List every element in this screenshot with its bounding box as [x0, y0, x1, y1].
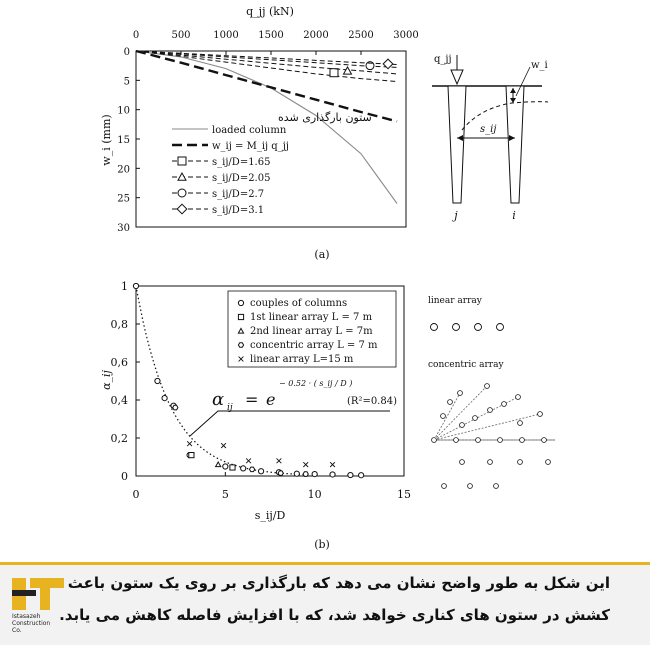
linear-array-pile — [431, 324, 438, 331]
a-panel-label: (a) — [314, 248, 330, 261]
concentric-pile — [488, 408, 493, 413]
b-data-point — [223, 464, 228, 469]
spacing-label: s_ij — [480, 124, 497, 135]
concentric-pile — [518, 421, 523, 426]
b-x-tick-label: 15 — [397, 488, 411, 501]
panel-a — [100, 5, 548, 261]
linear-array-label: linear array — [428, 296, 482, 306]
b-data-point — [241, 466, 246, 471]
b-data-point — [187, 441, 192, 446]
concentric-pile — [546, 460, 551, 465]
caption-line-1: این شکل به طور واضح نشان می دهد که بارگذاری بر روی یک ستون باعث — [67, 574, 610, 592]
concentric-pile — [488, 460, 493, 465]
caption-line-2: کشش در ستون های کناری خواهد شد، که با افزایش فاصله کاهش می یابد. — [59, 606, 610, 624]
b-data-point — [250, 467, 255, 472]
b-data-point — [348, 472, 353, 477]
concentric-pile — [520, 438, 525, 443]
a-legend-entry: s_ij/D=2.05 — [212, 173, 271, 184]
a-legend-marker — [178, 157, 186, 165]
b-legend-entry: 1st linear array L = 7 m — [250, 312, 373, 323]
linear-array-pile — [453, 324, 460, 331]
concentric-array — [432, 384, 555, 489]
a-legend-entry: w_ij = M_ij q_jj — [212, 141, 289, 152]
b-data-point — [258, 469, 263, 474]
load-arrow-head — [451, 70, 463, 84]
b-data-point — [294, 471, 299, 476]
b-data-point — [173, 405, 178, 410]
a-series-line — [136, 51, 397, 82]
b-data-point — [303, 472, 308, 477]
a-legend-entry: s_ij/D=2.7 — [212, 189, 265, 200]
concentric-pile — [442, 484, 447, 489]
b-xlabel: s_ij/D — [254, 509, 286, 522]
b-data-point — [133, 283, 138, 288]
linear-array-pile — [475, 324, 482, 331]
pile-j — [448, 86, 466, 203]
a-x-tick-label: 1500 — [258, 30, 284, 41]
equation-leader — [190, 411, 390, 436]
a-y-tick-label: 5 — [123, 76, 130, 88]
b-data-point — [189, 453, 194, 458]
b-data-point — [359, 473, 364, 478]
b-data-point — [330, 472, 335, 477]
concentric-pile — [542, 438, 547, 443]
b-legend-marker — [238, 314, 243, 319]
pile-schematic — [432, 54, 548, 222]
pile-i — [506, 86, 524, 203]
concentric-pile — [473, 416, 478, 421]
a-x-tick-label: 3000 — [393, 30, 419, 41]
b-data-point — [330, 462, 335, 467]
eq-lhs-sub: ij — [227, 403, 233, 413]
array-diagrams — [428, 296, 555, 488]
eq-exponent: − 0.52 · ( s_ij / D ) — [279, 379, 353, 388]
settlement-label: w_i — [531, 60, 548, 71]
concentric-ray — [434, 414, 540, 440]
a-legend — [172, 111, 372, 216]
a-series-line — [136, 51, 397, 67]
concentric-pile — [454, 438, 459, 443]
b-data-point — [216, 462, 221, 467]
a-series-marker — [330, 69, 338, 77]
load-label: q_jj — [434, 54, 452, 65]
eq-r2: (R²=0.84) — [347, 396, 397, 407]
concentric-pile — [458, 391, 463, 396]
eq-lhs: α — [212, 389, 225, 410]
b-x-tick-label: 5 — [221, 488, 229, 501]
b-y-tick-label: 0,8 — [110, 318, 128, 331]
concentric-pile — [485, 384, 490, 389]
a-legend-marker — [178, 189, 186, 197]
b-data-point — [278, 471, 283, 476]
a-legend-heading: ستون بارگذاری شده — [278, 111, 372, 124]
pile-j-label: j — [454, 209, 458, 222]
a-y-tick-label: 10 — [117, 105, 130, 117]
b-data-point — [246, 458, 251, 463]
concentric-pile — [538, 412, 543, 417]
b-legend-entry: couples of columns — [250, 298, 348, 309]
b-legend-entry: linear array L=15 m — [250, 354, 354, 365]
concentric-pile — [460, 460, 465, 465]
a-legend-entry: s_ij/D=1.65 — [212, 157, 271, 168]
svg-text:Construction: Construction — [12, 620, 51, 627]
concentric-pile — [468, 484, 473, 489]
b-legend-entry: concentric array L = 7 m — [250, 340, 378, 351]
a-x-tick-label: 2500 — [348, 30, 374, 41]
b-data-point — [303, 462, 308, 467]
a-legend-entry: s_ij/D=3.1 — [212, 205, 265, 216]
a-x-tick-label: 0 — [132, 30, 140, 41]
linear-array-dots — [431, 324, 504, 331]
b-panel-label: (b) — [314, 538, 330, 551]
settlement-trough — [462, 102, 548, 130]
eq-base: e — [266, 390, 276, 409]
b-y-tick-label: 0,6 — [110, 356, 128, 369]
b-x-tick-label: 10 — [307, 488, 322, 501]
eq-equals: = — [245, 390, 259, 409]
a-series-line — [136, 51, 397, 74]
concentric-pile — [460, 423, 465, 428]
b-y-tick-label: 1 — [121, 280, 128, 293]
concentric-pile — [516, 395, 521, 400]
concentric-pile — [494, 484, 499, 489]
a-x-tick-label: 1000 — [213, 30, 239, 41]
b-y-tick-label: 0,4 — [110, 394, 128, 407]
svg-text:Co.: Co. — [12, 627, 22, 634]
concentric-pile — [502, 402, 507, 407]
b-x-tick-label: 0 — [132, 488, 140, 501]
a-y-tick-label: 0 — [123, 47, 130, 58]
pile-i-label: i — [512, 209, 516, 222]
a-y-ticks — [117, 47, 140, 234]
concentric-pile — [476, 438, 481, 443]
a-y-tick-label: 15 — [117, 135, 130, 146]
a-ylabel: w_i (mm) — [100, 114, 113, 166]
b-y-tick-label: 0 — [121, 470, 128, 483]
b-legend-marker — [238, 343, 243, 348]
concentric-pile — [432, 438, 437, 443]
a-y-tick-label: 30 — [117, 223, 130, 234]
concentric-pile — [448, 400, 453, 405]
b-ylabel: α_ij — [100, 370, 113, 390]
b-data-point — [155, 378, 160, 383]
b-data-point — [312, 472, 317, 477]
a-series-marker — [344, 67, 352, 74]
concentric-pile — [441, 414, 446, 419]
equation — [212, 379, 397, 413]
concentric-pile — [518, 460, 523, 465]
b-y-tick-label: 0,2 — [110, 432, 128, 445]
linear-array-pile — [497, 324, 504, 331]
b-legend-marker — [238, 300, 243, 305]
a-legend-marker — [177, 204, 187, 214]
a-legend-entry: loaded column — [212, 125, 287, 136]
a-y-tick-label: 20 — [117, 164, 130, 176]
a-xlabel: q_jj (kN) — [246, 5, 294, 18]
b-data-point — [230, 465, 235, 470]
svg-text:Istasazeh: Istasazeh — [12, 613, 41, 620]
a-y-tick-label: 25 — [117, 193, 130, 205]
a-plot-frame — [136, 51, 406, 227]
b-data-point — [277, 458, 282, 463]
panel-b — [100, 280, 555, 551]
b-legend-entry: 2nd linear array L = 7m — [250, 326, 373, 337]
a-x-tick-label: 500 — [171, 30, 191, 41]
b-data-point — [162, 396, 167, 401]
b-data-point — [221, 443, 226, 448]
concentric-pile — [498, 438, 503, 443]
concentric-array-label: concentric array — [428, 360, 504, 370]
a-x-tick-label: 2000 — [303, 30, 329, 41]
